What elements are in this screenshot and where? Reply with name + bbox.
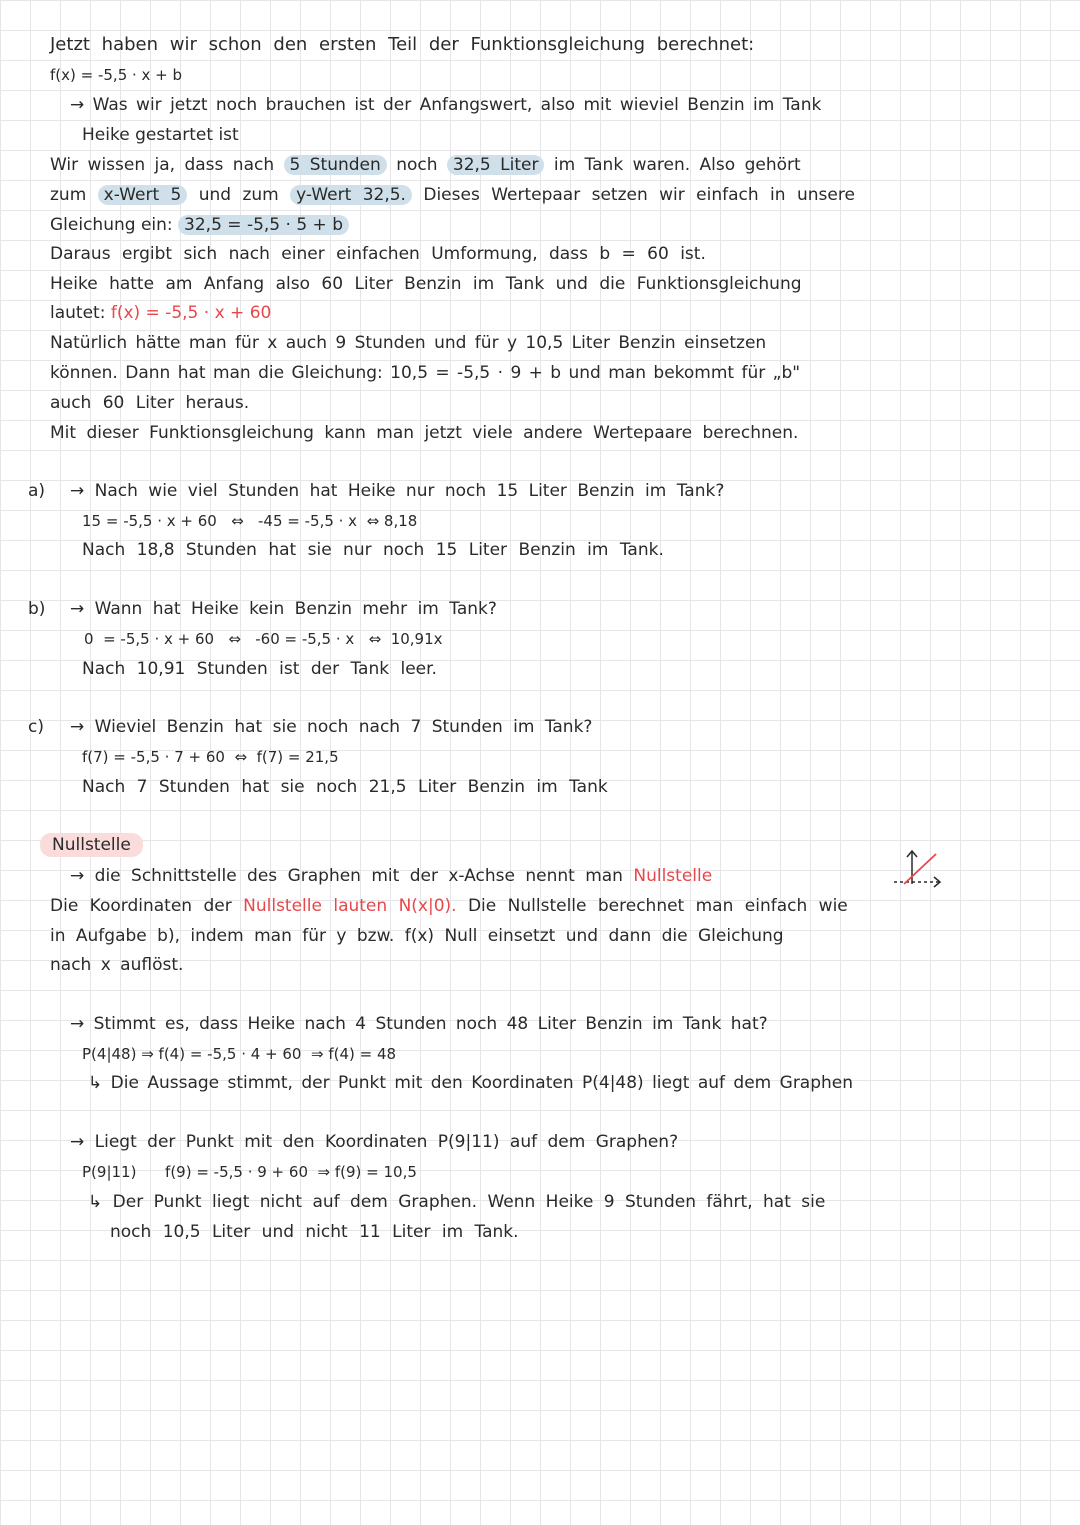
check1-question: → Stimmt es, dass Heike nach 4 Stunden noch 48 Liter Benzin im Tank hat? <box>70 1014 768 1034</box>
highlight-5-stunden: 5 Stunden <box>284 155 387 175</box>
task-a-calculation: 15 = -5,5 · x + 60 ⇔ -45 = -5,5 · x ⇔ 8,18 <box>82 512 418 530</box>
intro-line-4: Heike gestartet ist <box>82 125 239 145</box>
nullstelle-coordinates: Nullstelle lauten N(x|0). <box>243 896 457 916</box>
task-b-question: → Wann hat Heike kein Benzin mehr im Tank? <box>70 599 497 619</box>
highlight-substituted-equation: 32,5 = -5,5 · 5 + b <box>178 215 349 235</box>
text: zum <box>50 185 87 205</box>
nullstelle-heading <box>40 834 143 856</box>
nullstelle-heading-label: Nullstelle <box>40 833 143 857</box>
nullstelle-coordinates-line <box>50 895 848 917</box>
intro-line-9: Heike hatte am Anfang also 60 Liter Benzin im Tank und die Funktionsgleichung <box>50 274 802 294</box>
check1-answer: ↳ Die Aussage stimmt, der Punkt mit den Koordinaten P(4|48) liegt auf dem Graphen <box>88 1073 854 1093</box>
task-b-label: b) <box>28 599 46 619</box>
task-c-answer: Nach 7 Stunden hat sie noch 21,5 Liter Benzin im Tank <box>82 777 608 797</box>
text: lautet: <box>50 303 106 323</box>
nullstelle-line-4: nach x auflöst. <box>50 955 184 975</box>
highlight-x-wert: x-Wert 5 <box>98 185 188 205</box>
intro-line-14: Mit dieser Funktionsgleichung kann man jetzt viele andere Wertepaare berechnen. <box>50 423 799 443</box>
task-c-label: c) <box>28 717 44 737</box>
task-b-answer: Nach 10,91 Stunden ist der Tank leer. <box>82 659 437 679</box>
task-a-label: a) <box>28 481 46 501</box>
text: Die Koordinaten der <box>50 896 232 916</box>
text: → die Schnittstelle des Graphen mit der x-Achse nennt man <box>70 866 623 886</box>
intro-line-8: Daraus ergibt sich nach einer einfachen Umformung, dass b = 60 ist. <box>50 244 706 264</box>
intro-line-11: Natürlich hätte man für x auch 9 Stunden und für y 10,5 Liter Benzin einsetzen <box>50 333 767 353</box>
nullstelle-term: Nullstelle <box>633 866 713 886</box>
final-function-equation: f(x) = -5,5 · x + 60 <box>110 303 272 323</box>
nullstelle-definition <box>70 865 712 887</box>
function-equation-partial: f(x) = -5,5 · x + b <box>50 66 183 84</box>
text: und zum <box>198 185 279 205</box>
highlight-y-wert: y-Wert 32,5. <box>290 185 412 205</box>
check1-calculation: P(4|48) ⇒ f(4) = -5,5 · 4 + 60 ⇒ f(4) = 48 <box>82 1045 397 1063</box>
check2-answer-1: ↳ Der Punkt liegt nicht auf dem Graphen. Wenn Heike 9 Stunden fährt, hat sie <box>88 1192 826 1212</box>
text: im Tank waren. Also gehört <box>553 155 801 175</box>
check2-calculation: P(9|11) f(9) = -5,5 · 9 + 60 ⇒ f(9) = 10,5 <box>82 1163 417 1181</box>
check2-question: → Liegt der Punkt mit den Koordinaten P(9|11) auf dem Graphen? <box>70 1132 679 1152</box>
task-a-question: → Nach wie viel Stunden hat Heike nur noch 15 Liter Benzin im Tank? <box>70 481 725 501</box>
task-c-calculation: f(7) = -5,5 · 7 + 60 ⇔ f(7) = 21,5 <box>82 748 339 766</box>
intro-line-7 <box>50 214 349 236</box>
check2-answer-2: noch 10,5 Liter und nicht 11 Liter im Tank. <box>110 1222 519 1242</box>
axes-with-falling-line-icon <box>890 848 946 888</box>
text: Wir wissen ja, dass nach <box>50 155 275 175</box>
nullstelle-line-3: in Aufgabe b), indem man für y bzw. f(x) Null einsetzt und dann die Gleichung <box>50 926 784 946</box>
intro-line-5 <box>50 154 801 176</box>
text: noch <box>396 155 438 175</box>
highlight-32-5-liter: 32,5 Liter <box>447 155 545 175</box>
intro-line-12: können. Dann hat man die Gleichung: 10,5 = -5,5 · 9 + b und man bekommt für „b" <box>50 363 801 383</box>
text: Dieses Wertepaar setzen wir einfach in unsere <box>423 185 855 205</box>
task-b-calculation: 0 = -5,5 · x + 60 ⇔ -60 = -5,5 · x ⇔ 10,91x <box>84 630 443 648</box>
task-a-answer: Nach 18,8 Stunden hat sie nur noch 15 Liter Benzin im Tank. <box>82 540 664 560</box>
intro-line-10 <box>50 302 271 324</box>
task-c-question: → Wieviel Benzin hat sie noch nach 7 Stunden im Tank? <box>70 717 593 737</box>
intro-line-3: → Was wir jetzt noch brauchen ist der Anfangswert, also mit wieviel Benzin im Tank <box>70 95 822 115</box>
intro-line-13: auch 60 Liter heraus. <box>50 393 250 413</box>
text: Die Nullstelle berechnet man einfach wie <box>467 896 848 916</box>
text: Gleichung ein: <box>50 215 173 235</box>
intro-line-1: Jetzt haben wir schon den ersten Teil der Funktionsgleichung berechnet: <box>50 34 755 55</box>
intro-line-6 <box>50 184 855 206</box>
